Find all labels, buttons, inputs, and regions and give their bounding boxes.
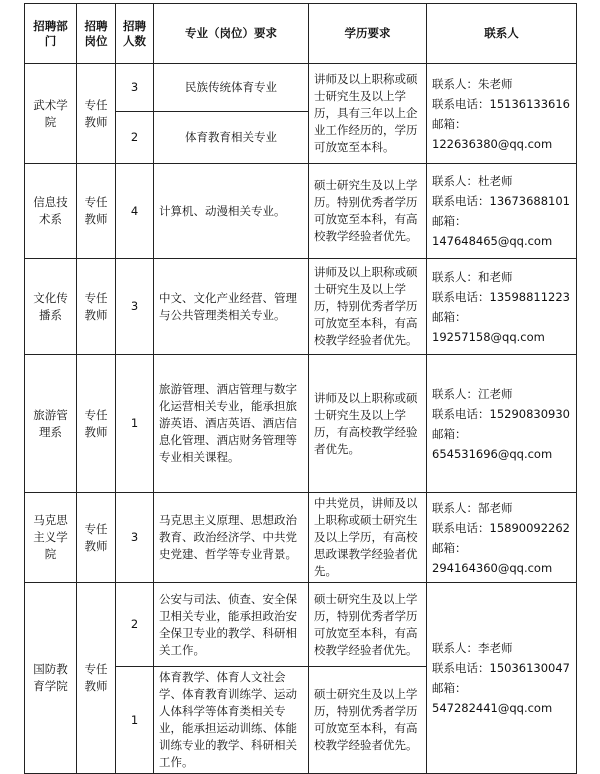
num-cell: 4: [116, 164, 154, 259]
dept-cell: 信息技术系: [25, 164, 77, 259]
edu-cell: 讲师及以上职称或硕士研究生及以上学历，具有三年以上企业工作经历的，学历可放宽至本科。: [309, 64, 427, 164]
major-cell: 计算机、动漫相关专业。: [154, 164, 309, 259]
major-cell: 民族传统体育专业: [154, 64, 309, 112]
contact-person: 联系人：江老师: [432, 386, 513, 401]
num-cell: 3: [116, 493, 154, 583]
edu-cell: 讲师及以上职称或硕士研究生及以上学历，有高校教学经验者优先。: [309, 355, 427, 493]
dept-cell: 国防教育学院: [25, 583, 77, 774]
table-row: [25, 259, 577, 355]
contact-email-label: 邮箱：: [432, 116, 467, 131]
major-cell: 旅游管理、酒店管理与数字化运营相关专业，能承担旅游英语、酒店英语、酒店信息化管理、酒店财务管理等专业相关课程。: [154, 355, 309, 493]
contact-email: 294164360@qq.com: [432, 560, 553, 575]
header-post: 招聘岗位: [77, 4, 116, 64]
table-row: [25, 493, 577, 583]
major-cell: 体育教育相关专业: [154, 112, 309, 164]
header-major: 专业（岗位）要求: [154, 4, 309, 64]
major-cell: 马克思主义原理、思想政治教育、政治经济学、中共党史党建、哲学等专业背景。: [154, 493, 309, 583]
header-contact: 联系人: [427, 4, 577, 64]
header-dept: 招聘部门: [25, 4, 77, 64]
contact-cell: [427, 493, 577, 583]
post-cell: 专任教师: [77, 355, 116, 493]
num-cell: 2: [116, 583, 154, 667]
header-edu: 学历要求: [309, 4, 427, 64]
post-cell: 专任教师: [77, 583, 116, 774]
contact-email-label: 邮箱：: [432, 309, 467, 324]
edu-cell: 讲师及以上职称或硕士研究生及以上学历，特别优秀者学历可放宽至本科，有高校教学经验者优先。: [309, 259, 427, 355]
contact-phone: 联系电话：15036130047: [432, 661, 570, 675]
num-cell: 3: [116, 64, 154, 112]
table-row: [25, 583, 577, 667]
post-cell: 专任教师: [77, 259, 116, 355]
contact-person: 联系人：杜老师: [432, 174, 513, 188]
contact-cell: [427, 583, 577, 774]
contact-cell: [427, 355, 577, 493]
num-cell: 1: [116, 355, 154, 493]
contact-email-label: 邮箱：: [432, 214, 467, 228]
table-row: [25, 64, 577, 112]
contact-email: 19257158@qq.com: [432, 329, 545, 344]
edu-cell: 硕士研究生及以上学历，特别优秀者学历可放宽至本科，有高校教学经验者优先。: [309, 583, 427, 667]
post-cell: 专任教师: [77, 493, 116, 583]
contact-person: 联系人：郜老师: [432, 500, 513, 515]
contact-email-label: 邮箱：: [432, 540, 467, 555]
contact-phone: 联系电话：13598811223: [432, 289, 570, 304]
dept-cell: 旅游管理系: [25, 355, 77, 493]
num-cell: 3: [116, 259, 154, 355]
post-cell: 专任教师: [77, 64, 116, 164]
dept-cell: 武术学院: [25, 64, 77, 164]
dept-cell: 马克思主义学院: [25, 493, 77, 583]
contact-phone: 联系电话：15290830930: [432, 406, 570, 421]
contact-phone: 联系电话：15890092262: [432, 520, 570, 535]
contact-email: 122636380@qq.com: [432, 136, 553, 151]
table-row: [25, 164, 577, 259]
contact-email: 547282441@qq.com: [432, 701, 553, 715]
major-cell: 体育教学、体育人文社会学、体育教育训练学、运动人体科学等体育类相关专业，能承担运动训练、体能训练专业的教学、科研相关工作。: [154, 667, 309, 774]
edu-cell: 硕士研究生及以上学历。特别优秀者学历可放宽至本科，有高校教学经验者优先。: [309, 164, 427, 259]
contact-cell: [427, 164, 577, 259]
contact-phone: 联系电话：15136133616: [432, 96, 570, 111]
contact-person: 联系人：朱老师: [432, 76, 513, 91]
contact-email: 147648465@qq.com: [432, 234, 553, 248]
major-cell: 公安与司法、侦查、安全保卫相关专业，能承担政治安全保卫专业的教学、科研相关工作。: [154, 583, 309, 667]
major-cell: 中文、文化产业经营、管理与公共管理类相关专业。: [154, 259, 309, 355]
header-num: 招聘人数: [116, 4, 154, 64]
dept-cell: 文化传播系: [25, 259, 77, 355]
header-row: [25, 4, 577, 64]
table-row: [25, 355, 577, 493]
contact-phone: 联系电话：13673688101: [432, 194, 570, 208]
contact-email: 654531696@qq.com: [432, 446, 553, 461]
contact-cell: [427, 259, 577, 355]
recruitment-table: [24, 3, 577, 774]
contact-email-label: 邮箱：: [432, 426, 467, 441]
num-cell: 1: [116, 667, 154, 774]
edu-cell: 中共党员，讲师及以上职称或硕士研究生及以上学历，有高校思政课教学经验者优先。: [309, 493, 427, 583]
num-cell: 2: [116, 112, 154, 164]
contact-cell: [427, 64, 577, 164]
edu-cell: 硕士研究生及以上学历，特别优秀者学历可放宽至本科，有高校教学经验者优先。: [309, 667, 427, 774]
contact-person: 联系人：李老师: [432, 641, 513, 655]
post-cell: 专任教师: [77, 164, 116, 259]
contact-email-label: 邮箱：: [432, 681, 467, 695]
contact-person: 联系人：和老师: [432, 269, 513, 284]
